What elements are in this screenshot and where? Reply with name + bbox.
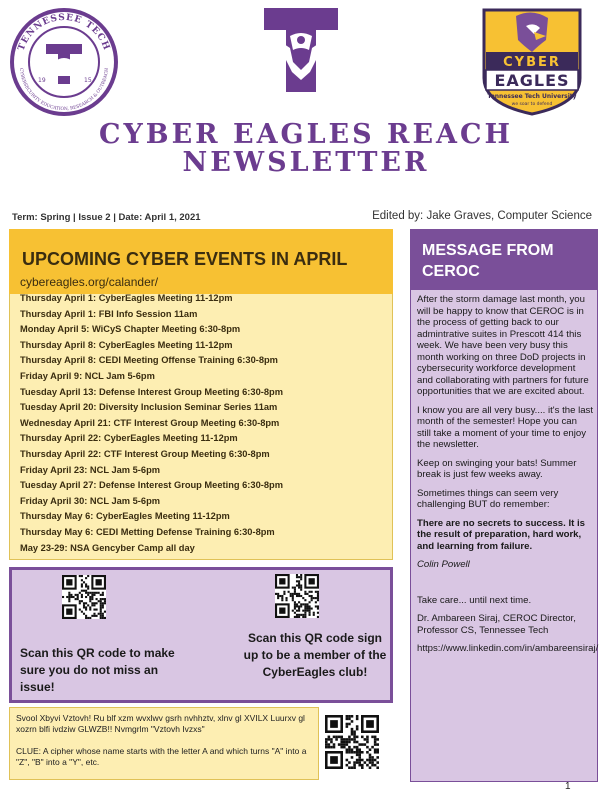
event-item: Thursday April 22: CyberEagles Meeting 11-12pm bbox=[20, 433, 238, 444]
tennessee-tech-seal-logo bbox=[8, 6, 120, 118]
message-body bbox=[417, 294, 599, 662]
events-calendar-link[interactable]: cybereagles.org/calander/ bbox=[20, 275, 159, 289]
quote-author: Colin Powell bbox=[417, 559, 470, 570]
event-item: Friday April 30: NCL Jam 5-6pm bbox=[20, 495, 161, 506]
newsletter-title-line1: CYBER EAGLES REACH bbox=[98, 119, 514, 150]
membership-qr-caption: Scan this QR code sign up to be a member of the CyberEagles club! bbox=[243, 631, 387, 679]
event-item: Tuesday April 20: Diversity Inclusion Seminar Series 11am bbox=[20, 402, 278, 413]
issue-meta: Term: Spring | Issue 2 | Date: April 1, 2021 bbox=[12, 212, 201, 223]
page-number: 1 bbox=[565, 781, 571, 792]
cipher-clue: CLUE: A cipher whose name starts with the letter A and which turns "A" into a "Z", "B" into a "Y", etc. bbox=[16, 746, 307, 767]
event-list bbox=[20, 291, 390, 556]
seal-year-right: 15 bbox=[84, 77, 92, 84]
tech-eagle-t-logo bbox=[262, 6, 340, 94]
message-quote: There are no secrets to success. It is the result of preparation, hard work, and learning from failure. bbox=[417, 517, 585, 552]
event-item: Thursday May 6: CEDI Metting Defense Training 6:30-8pm bbox=[20, 526, 275, 537]
message-paragraph: I know you are all very busy.... it's the last month of the semester! Hope you can still take a moment of your time to enjoy the newsletter. bbox=[417, 404, 594, 450]
newsletter-title-line2: NEWSLETTER bbox=[182, 147, 430, 178]
event-item: Monday April 5: WiCyS Chapter Meeting 6:30-8pm bbox=[20, 324, 241, 335]
message-title: MESSAGE FROM CEROC bbox=[422, 242, 554, 280]
event-item: Thursday May 6: CyberEagles Meeting 11-12pm bbox=[20, 511, 230, 522]
membership-qr-code[interactable] bbox=[275, 574, 319, 618]
event-item: May 23-29: NSA Gencyber Camp all day bbox=[20, 542, 195, 553]
message-paragraph: Keep on swinging your bats! Summer break is just few weeks away. bbox=[417, 457, 577, 480]
newsletter-qr-caption: Scan this QR code to make sure you do not miss an issue! bbox=[20, 646, 175, 694]
seal-ring-bottom-text: CYBERSECURITY EDUCATION, RESEARCH & OUTREACH bbox=[18, 67, 110, 113]
event-item: Thursday April 8: CEDI Meeting Offense Training 6:30-8pm bbox=[20, 355, 278, 366]
cyber-eagles-logo bbox=[476, 6, 588, 116]
event-item: Tuesday April 13: Defense Interest Group Meeting 6:30-8pm bbox=[20, 386, 283, 397]
eagles-logo-subtitle: Tennessee Tech University bbox=[487, 93, 577, 100]
eagles-logo-word1: CYBER bbox=[503, 55, 561, 70]
cipher-qr-code[interactable] bbox=[325, 707, 379, 777]
cipher-message: Svool Xbyvi Vztovh! Ru blf xzm wvxlwv gsrh nvhhztv, xlnv gl XVILX Luurxv gl xozrn blfi ivdziw GLWZB!! Nvmgrlm "Vztovh Ivzxs" bbox=[16, 713, 305, 734]
event-item: Thursday April 8: CyberEagles Meeting 11-12pm bbox=[20, 339, 233, 350]
linkedin-link[interactable]: https://www.linkedin.com/in/ambareensiraj/ bbox=[417, 643, 599, 654]
event-item: Tuesday April 27: Defense Interest Group Meeting 6:30-8pm bbox=[20, 480, 283, 491]
seal-year-left: 19 bbox=[38, 77, 46, 84]
seal-ring-top-text: TENNESSEE TECH bbox=[16, 12, 112, 53]
message-paragraph: After the storm damage last month, you will be happy to know that CEROC is in the process of getting back to our admintrative suites in Prescott 414 this week. We have been very busy this month working on three DoD projects in cybersecurity workforce development and collaborating with partners for future opportunities that we are excited about. bbox=[417, 294, 589, 397]
message-signature: Dr. Ambareen Siraj, CEROC Director, Professor CS, Tennessee Tech bbox=[417, 613, 576, 636]
event-item: Friday April 23: NCL Jam 5-6pm bbox=[20, 464, 161, 475]
event-item: Thursday April 1: FBI Info Session 11am bbox=[20, 308, 198, 319]
eagles-logo-word2: EAGLES bbox=[494, 71, 570, 90]
event-item: Wednesday April 21: CTF Interest Group Meeting 6:30-8pm bbox=[20, 417, 280, 428]
message-paragraph: Sometimes things can seem very challenging BUT do remember: bbox=[417, 487, 559, 510]
event-item: Friday April 9: NCL Jam 5-6pm bbox=[20, 370, 155, 381]
event-item: Thursday April 1: CyberEagles Meeting 11-12pm bbox=[20, 293, 233, 303]
event-item: Thursday April 22: CTF Interest Group Meeting 6:30-8pm bbox=[20, 448, 270, 459]
message-signoff: Take care... until next time. bbox=[417, 594, 532, 606]
eagles-logo-tagline: we soar to defend bbox=[511, 102, 553, 107]
newsletter-qr-code[interactable] bbox=[62, 575, 106, 619]
events-title: UPCOMING CYBER EVENTS IN APRIL bbox=[22, 249, 348, 269]
editor-credit: Edited by: Jake Graves, Computer Science bbox=[372, 210, 592, 222]
